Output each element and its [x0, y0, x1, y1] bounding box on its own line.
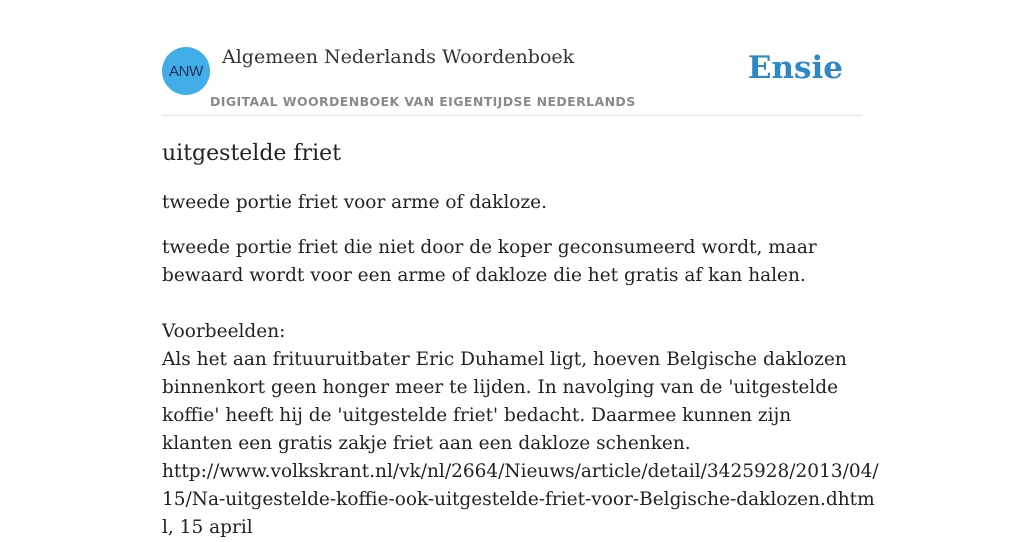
examples-section [162, 318, 879, 542]
example-text: Als het aan frituuruitbater Eric Duhamel ligt, hoeven Belgische daklozen binnenkort geen honger meer te lijden. In navolging van de 'uitgestelde koffie' heeft hij de 'uitgestelde friet' bedacht. Daarmee kunnen zijn klanten een gratis zakje friet aan een dakloze schenken. [162, 349, 847, 454]
site-header [162, 44, 862, 116]
examples-label: Voorbeelden: [162, 321, 286, 342]
anw-logo[interactable] [162, 47, 210, 95]
anw-logo-text: ANW [168, 62, 204, 80]
site-title[interactable]: Algemeen Nederlands Woordenboek [222, 46, 575, 68]
entry-summary: tweede portie friet voor arme of dakloze. [162, 192, 547, 213]
entry-term: uitgestelde friet [162, 141, 341, 166]
entry-definition: tweede portie friet die niet door de koper geconsumeerd wordt, maar bewaard wordt voor een arme of dakloze die het gratis af kan halen. [162, 237, 817, 286]
ensie-brand-link[interactable]: Ensie [747, 50, 843, 86]
entry-content [162, 138, 882, 542]
site-subtitle: DIGITAAL WOORDENBOEK VAN EIGENTIJDSE NEDERLANDS [210, 94, 636, 109]
example-source: http://www.volkskrant.nl/vk/nl/2664/Nieuws/article/detail/3425928/2013/04/15/Na-uitgestelde-koffie-ook-uitgestelde-friet-voor-Belgische-daklozen.dhtml, 15 april [162, 461, 879, 538]
